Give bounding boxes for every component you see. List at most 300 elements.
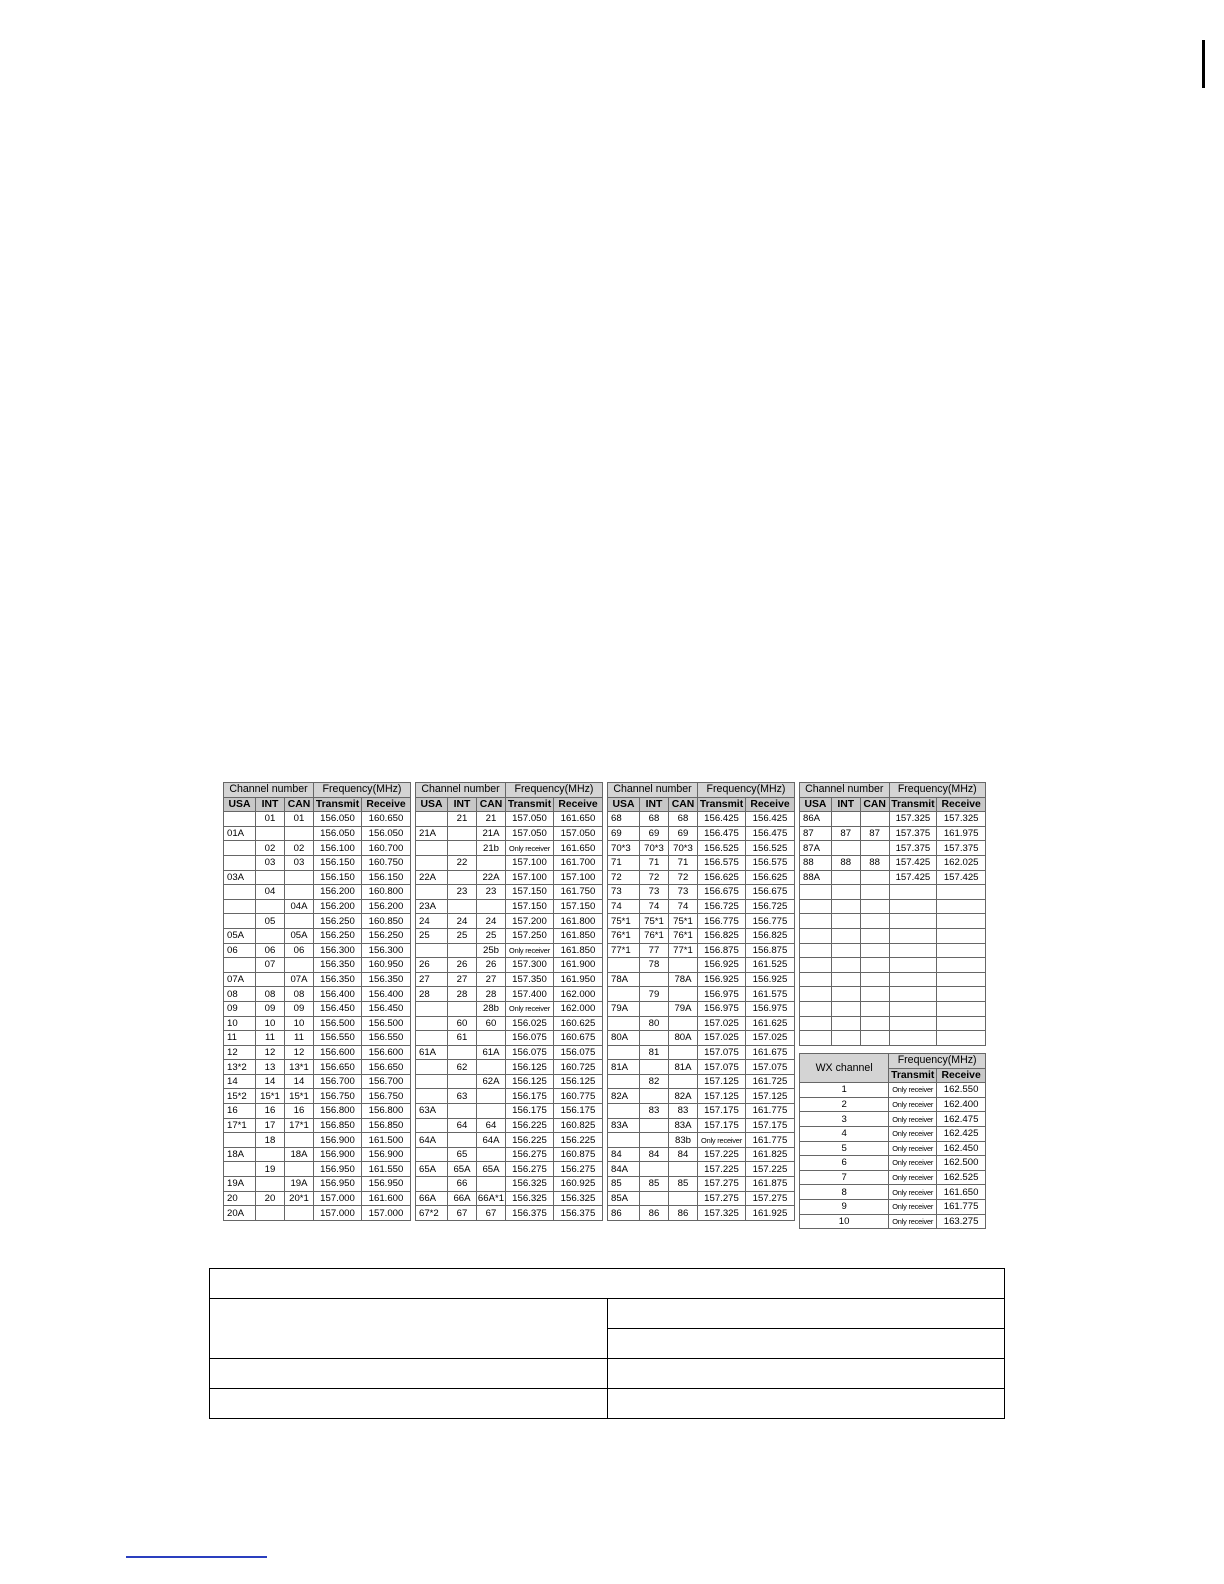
usa-cell xyxy=(800,972,832,987)
table-row xyxy=(416,958,603,973)
receive-cell: 160.800 xyxy=(362,885,411,900)
table-row xyxy=(608,1045,795,1060)
receive-header: Receive xyxy=(362,797,411,812)
transmit-header: Transmit xyxy=(506,797,554,812)
int-cell: 86 xyxy=(640,1206,669,1221)
can-cell: 17*1 xyxy=(285,1118,314,1133)
receive-cell: 161.500 xyxy=(362,1133,411,1148)
usa-cell: 65A xyxy=(416,1162,448,1177)
table-row xyxy=(800,899,986,914)
wx-channel-cell: 2 xyxy=(800,1097,889,1112)
transmit-cell: 156.475 xyxy=(698,826,746,841)
transmit-cell: 157.000 xyxy=(314,1191,362,1206)
int-cell xyxy=(831,870,860,885)
int-cell: 81 xyxy=(640,1045,669,1060)
table-row xyxy=(800,958,986,973)
usa-cell: 73 xyxy=(608,885,640,900)
empty-cell xyxy=(210,1359,608,1389)
receive-cell: 156.375 xyxy=(554,1206,603,1221)
wx-channel-cell: 7 xyxy=(800,1170,889,1185)
int-cell: 15*1 xyxy=(256,1089,285,1104)
transmit-cell: 156.625 xyxy=(698,870,746,885)
table-row xyxy=(224,1031,411,1046)
can-cell: 11 xyxy=(285,1031,314,1046)
int-cell xyxy=(831,987,860,1002)
usa-cell: 08 xyxy=(224,987,256,1002)
wx-transmit-cell: Only receiver xyxy=(889,1097,937,1112)
int-cell xyxy=(640,1089,669,1104)
receive-cell: 156.450 xyxy=(362,1001,411,1016)
transmit-cell xyxy=(889,972,937,987)
can-cell: 08 xyxy=(285,987,314,1002)
int-cell xyxy=(640,1162,669,1177)
table-row xyxy=(224,826,411,841)
int-cell xyxy=(831,812,860,827)
table-row xyxy=(224,987,411,1002)
int-cell: 78 xyxy=(640,958,669,973)
receive-cell: 156.675 xyxy=(746,885,795,900)
receive-cell: 156.750 xyxy=(362,1089,411,1104)
receive-cell: 156.050 xyxy=(362,826,411,841)
transmit-cell: 156.300 xyxy=(314,943,362,958)
int-cell: 14 xyxy=(256,1074,285,1089)
can-cell xyxy=(285,1206,314,1221)
transmit-cell: 156.550 xyxy=(314,1031,362,1046)
receive-cell: 157.175 xyxy=(746,1118,795,1133)
int-cell xyxy=(448,1045,477,1060)
receive-cell: 157.425 xyxy=(937,870,986,885)
receive-cell: 156.975 xyxy=(746,1001,795,1016)
can-cell xyxy=(860,928,889,943)
can-cell xyxy=(669,1191,698,1206)
int-cell xyxy=(831,928,860,943)
can-cell xyxy=(860,1001,889,1016)
receive-cell: 161.750 xyxy=(554,885,603,900)
transmit-cell: 157.375 xyxy=(889,841,937,856)
can-cell: 77*1 xyxy=(669,943,698,958)
int-cell: 25 xyxy=(448,928,477,943)
table-row xyxy=(416,1147,603,1162)
wx-receive-cell: 162.500 xyxy=(937,1156,986,1171)
receive-cell: 156.875 xyxy=(746,943,795,958)
transmit-cell: 157.425 xyxy=(889,870,937,885)
transmit-cell: 156.975 xyxy=(698,1001,746,1016)
table-row xyxy=(416,1001,603,1016)
table-row xyxy=(608,899,795,914)
receive-header: Receive xyxy=(554,797,603,812)
usa-cell xyxy=(800,958,832,973)
table-row xyxy=(800,1031,986,1046)
wx-channel-cell: 1 xyxy=(800,1083,889,1098)
int-cell xyxy=(256,972,285,987)
int-cell xyxy=(448,826,477,841)
usa-cell xyxy=(224,855,256,870)
transmit-cell: 157.150 xyxy=(506,899,554,914)
int-cell: 88 xyxy=(831,855,860,870)
usa-header: USA xyxy=(800,797,832,812)
int-header: INT xyxy=(831,797,860,812)
table-row xyxy=(608,870,795,885)
table-row xyxy=(800,841,986,856)
can-cell: 62A xyxy=(477,1074,506,1089)
channel-frequency-chart xyxy=(223,782,986,1233)
usa-cell: 86A xyxy=(800,812,832,827)
usa-cell xyxy=(416,1060,448,1075)
usa-cell: 07A xyxy=(224,972,256,987)
wx-receive-cell: 162.425 xyxy=(937,1126,986,1141)
transmit-cell: 157.025 xyxy=(698,1016,746,1031)
transmit-cell: 157.050 xyxy=(506,812,554,827)
wx-transmit-cell: Only receiver xyxy=(889,1156,937,1171)
can-cell xyxy=(860,972,889,987)
receive-cell: 160.750 xyxy=(362,855,411,870)
wx-receive-header: Receive xyxy=(937,1068,986,1083)
transmit-cell: 157.275 xyxy=(698,1177,746,1192)
int-cell xyxy=(831,958,860,973)
receive-cell xyxy=(937,885,986,900)
can-header: CAN xyxy=(669,797,698,812)
table-row xyxy=(800,870,986,885)
table-row xyxy=(608,1031,795,1046)
transmit-cell xyxy=(889,943,937,958)
can-cell: 09 xyxy=(285,1001,314,1016)
table-row xyxy=(224,1177,411,1192)
usa-cell: 21A xyxy=(416,826,448,841)
table-row xyxy=(224,1162,411,1177)
usa-cell xyxy=(800,928,832,943)
header-row xyxy=(608,783,795,798)
empty-table-row xyxy=(210,1269,1005,1299)
transmit-cell: 157.425 xyxy=(889,855,937,870)
usa-cell xyxy=(416,1089,448,1104)
table-row xyxy=(608,1147,795,1162)
can-cell: 03 xyxy=(285,855,314,870)
int-cell xyxy=(256,870,285,885)
usa-cell xyxy=(800,987,832,1002)
can-cell xyxy=(477,1147,506,1162)
usa-cell xyxy=(800,1001,832,1016)
transmit-cell: 156.075 xyxy=(506,1045,554,1060)
usa-cell: 85A xyxy=(608,1191,640,1206)
table-row xyxy=(416,1162,603,1177)
transmit-cell: 156.275 xyxy=(506,1147,554,1162)
can-cell xyxy=(669,1162,698,1177)
receive-cell: 160.950 xyxy=(362,958,411,973)
receive-cell: 160.650 xyxy=(362,812,411,827)
transmit-cell: 156.975 xyxy=(698,987,746,1002)
transmit-cell: 157.325 xyxy=(698,1206,746,1221)
transmit-cell: 156.200 xyxy=(314,899,362,914)
table-row xyxy=(416,1118,603,1133)
table-row xyxy=(608,972,795,987)
table-row xyxy=(800,1001,986,1016)
transmit-cell: 156.450 xyxy=(314,1001,362,1016)
int-cell xyxy=(831,1031,860,1046)
usa-cell xyxy=(800,1031,832,1046)
receive-cell: 160.725 xyxy=(554,1060,603,1075)
receive-cell xyxy=(937,1016,986,1031)
int-cell: 23 xyxy=(448,885,477,900)
receive-cell: 162.000 xyxy=(554,1001,603,1016)
receive-cell: 156.175 xyxy=(554,1104,603,1119)
usa-cell: 16 xyxy=(224,1104,256,1119)
table-row xyxy=(416,1045,603,1060)
wx-receive-cell: 161.650 xyxy=(937,1185,986,1200)
usa-cell: 69 xyxy=(608,826,640,841)
table-row xyxy=(416,855,603,870)
receive-cell xyxy=(937,987,986,1002)
int-cell xyxy=(640,1118,669,1133)
table-row xyxy=(224,928,411,943)
can-cell xyxy=(477,1089,506,1104)
receive-cell: 156.500 xyxy=(362,1016,411,1031)
receive-cell: 161.775 xyxy=(746,1104,795,1119)
transmit-cell xyxy=(889,1001,937,1016)
receive-cell: 156.325 xyxy=(554,1191,603,1206)
usa-cell xyxy=(608,1104,640,1119)
can-cell: 86 xyxy=(669,1206,698,1221)
table-row xyxy=(416,1031,603,1046)
receive-cell xyxy=(937,1001,986,1016)
can-cell: 23 xyxy=(477,885,506,900)
int-cell: 73 xyxy=(640,885,669,900)
usa-cell xyxy=(416,1147,448,1162)
can-cell xyxy=(860,899,889,914)
can-cell: 66A*1 xyxy=(477,1192,505,1204)
can-cell: 02 xyxy=(285,841,314,856)
int-header: INT xyxy=(256,797,285,812)
transmit-cell: 156.850 xyxy=(314,1118,362,1133)
receive-cell xyxy=(937,1031,986,1046)
channel-table-block-2 xyxy=(415,782,603,1221)
receive-cell: 157.100 xyxy=(554,870,603,885)
int-cell: 61 xyxy=(448,1031,477,1046)
usa-cell: 22A xyxy=(416,870,448,885)
receive-cell: 161.525 xyxy=(746,958,795,973)
can-cell: 81A xyxy=(669,1060,698,1075)
transmit-cell: 157.350 xyxy=(506,972,554,987)
int-cell: 12 xyxy=(256,1045,285,1060)
receive-cell: 157.025 xyxy=(746,1031,795,1046)
receive-cell xyxy=(937,943,986,958)
usa-cell xyxy=(608,1074,640,1089)
can-cell: 64 xyxy=(477,1118,506,1133)
table-row xyxy=(800,885,986,900)
table-row xyxy=(800,928,986,943)
table-row xyxy=(608,1104,795,1119)
int-header: INT xyxy=(448,797,477,812)
transmit-cell: 157.175 xyxy=(698,1104,746,1119)
usa-cell: 12 xyxy=(224,1045,256,1060)
usa-cell: 61A xyxy=(416,1045,448,1060)
int-cell: 05 xyxy=(256,914,285,929)
can-cell: 83 xyxy=(669,1104,698,1119)
receive-cell: 160.675 xyxy=(554,1031,603,1046)
can-cell: 22A xyxy=(477,870,506,885)
table-row xyxy=(608,1074,795,1089)
receive-cell: 156.250 xyxy=(362,928,411,943)
can-cell: 07A xyxy=(285,972,314,987)
transmit-cell: 157.100 xyxy=(506,870,554,885)
channel-number-header: Channel number xyxy=(416,783,506,798)
usa-cell xyxy=(224,899,256,914)
usa-cell: 70*3 xyxy=(608,841,640,856)
can-cell: 87 xyxy=(860,826,889,841)
can-cell: 25b xyxy=(477,943,506,958)
wx-table-row xyxy=(800,1126,986,1141)
usa-cell: 87 xyxy=(800,826,832,841)
receive-cell: 156.125 xyxy=(554,1074,603,1089)
usa-cell: 74 xyxy=(608,899,640,914)
can-cell: 73 xyxy=(669,885,698,900)
table-row xyxy=(800,826,986,841)
usa-cell xyxy=(416,1118,448,1133)
wx-table-row xyxy=(800,1185,986,1200)
can-cell: 27 xyxy=(477,972,506,987)
usa-cell: 23A xyxy=(416,899,448,914)
transmit-cell xyxy=(889,914,937,929)
channel-table-block-3 xyxy=(607,782,795,1221)
transmit-cell xyxy=(889,1031,937,1046)
int-cell: 17 xyxy=(256,1118,285,1133)
wx-table-row xyxy=(800,1170,986,1185)
usa-cell: 24 xyxy=(416,914,448,929)
transmit-cell xyxy=(889,987,937,1002)
empty-cell xyxy=(608,1329,1005,1359)
receive-cell: 161.650 xyxy=(554,841,603,856)
table-row xyxy=(224,855,411,870)
usa-cell xyxy=(416,1177,448,1192)
empty-cell xyxy=(608,1389,1005,1419)
wx-channel-cell: 9 xyxy=(800,1199,889,1214)
usa-cell xyxy=(800,885,832,900)
table-row xyxy=(608,1177,795,1192)
usa-cell xyxy=(608,1045,640,1060)
table-row xyxy=(224,899,411,914)
usa-cell: 67*2 xyxy=(416,1206,448,1221)
int-cell: 83 xyxy=(640,1104,669,1119)
can-cell xyxy=(669,1016,698,1031)
transmit-cell: 157.050 xyxy=(506,826,554,841)
usa-cell xyxy=(800,899,832,914)
wx-receive-cell: 162.450 xyxy=(937,1141,986,1156)
receive-cell: 156.475 xyxy=(746,826,795,841)
can-cell xyxy=(860,885,889,900)
footer-link-underline[interactable] xyxy=(126,1556,267,1558)
receive-cell: 156.625 xyxy=(746,870,795,885)
receive-cell xyxy=(937,914,986,929)
table-row xyxy=(416,1074,603,1089)
can-cell: 26 xyxy=(477,958,506,973)
int-cell: 01 xyxy=(256,812,285,827)
transmit-cell xyxy=(889,885,937,900)
can-cell xyxy=(860,958,889,973)
receive-cell: 161.825 xyxy=(746,1147,795,1162)
transmit-cell: 157.125 xyxy=(698,1074,746,1089)
transmit-header: Transmit xyxy=(314,797,362,812)
can-cell: 88 xyxy=(860,855,889,870)
transmit-cell: 157.275 xyxy=(698,1191,746,1206)
table-row xyxy=(416,1191,603,1206)
table-row xyxy=(608,987,795,1002)
usa-cell: 84 xyxy=(608,1147,640,1162)
receive-cell: 161.550 xyxy=(362,1162,411,1177)
transmit-cell: Only receiver xyxy=(506,943,554,958)
int-cell: 71 xyxy=(640,855,669,870)
wx-transmit-cell: Only receiver xyxy=(889,1112,937,1127)
receive-cell: 156.775 xyxy=(746,914,795,929)
table-row xyxy=(224,1074,411,1089)
transmit-cell xyxy=(889,899,937,914)
usa-cell: 20 xyxy=(224,1191,256,1206)
table-row xyxy=(416,885,603,900)
usa-cell xyxy=(416,943,448,958)
usa-cell: 11 xyxy=(224,1031,256,1046)
int-cell xyxy=(831,841,860,856)
channel-number-header: Channel number xyxy=(224,783,314,798)
table-row xyxy=(224,812,411,827)
table-row xyxy=(416,899,603,914)
channel-number-header: Channel number xyxy=(800,783,890,798)
int-cell xyxy=(256,826,285,841)
receive-cell: 161.700 xyxy=(554,855,603,870)
receive-cell: 161.775 xyxy=(746,1133,795,1148)
can-cell: 61A xyxy=(477,1045,506,1060)
wx-table-row xyxy=(800,1214,986,1229)
usa-cell xyxy=(800,1016,832,1031)
int-cell xyxy=(640,972,669,987)
table-row xyxy=(224,885,411,900)
int-cell: 67 xyxy=(448,1206,477,1221)
int-cell xyxy=(448,1074,477,1089)
can-cell: 79A xyxy=(669,1001,698,1016)
usa-cell: 17*1 xyxy=(224,1118,256,1133)
receive-cell: 156.950 xyxy=(362,1177,411,1192)
receive-cell: 157.275 xyxy=(746,1191,795,1206)
receive-cell: 156.900 xyxy=(362,1147,411,1162)
int-cell: 27 xyxy=(448,972,477,987)
transmit-cell: 156.700 xyxy=(314,1074,362,1089)
table-row xyxy=(608,1089,795,1104)
usa-cell: 81A xyxy=(608,1060,640,1075)
transmit-cell xyxy=(889,928,937,943)
usa-cell xyxy=(224,1133,256,1148)
int-cell: 10 xyxy=(256,1016,285,1031)
transmit-cell: 156.175 xyxy=(506,1104,554,1119)
can-cell xyxy=(669,958,698,973)
usa-cell: 03A xyxy=(224,870,256,885)
can-cell: 85 xyxy=(669,1177,698,1192)
usa-cell: 79A xyxy=(608,1001,640,1016)
receive-cell xyxy=(937,899,986,914)
transmit-cell: 156.950 xyxy=(314,1177,362,1192)
int-cell xyxy=(256,928,285,943)
can-cell xyxy=(860,987,889,1002)
table-row xyxy=(224,1191,411,1206)
receive-cell: 161.900 xyxy=(554,958,603,973)
receive-cell: 161.650 xyxy=(554,812,603,827)
receive-cell: 157.375 xyxy=(937,841,986,856)
can-cell xyxy=(669,1074,698,1089)
usa-cell xyxy=(416,812,448,827)
can-cell: 70*3 xyxy=(669,841,698,856)
usa-cell: 64A xyxy=(416,1133,448,1148)
table-row xyxy=(416,972,603,987)
int-cell: 66 xyxy=(448,1177,477,1192)
wx-table-row xyxy=(800,1083,986,1098)
transmit-cell: 156.500 xyxy=(314,1016,362,1031)
usa-cell: 68 xyxy=(608,812,640,827)
